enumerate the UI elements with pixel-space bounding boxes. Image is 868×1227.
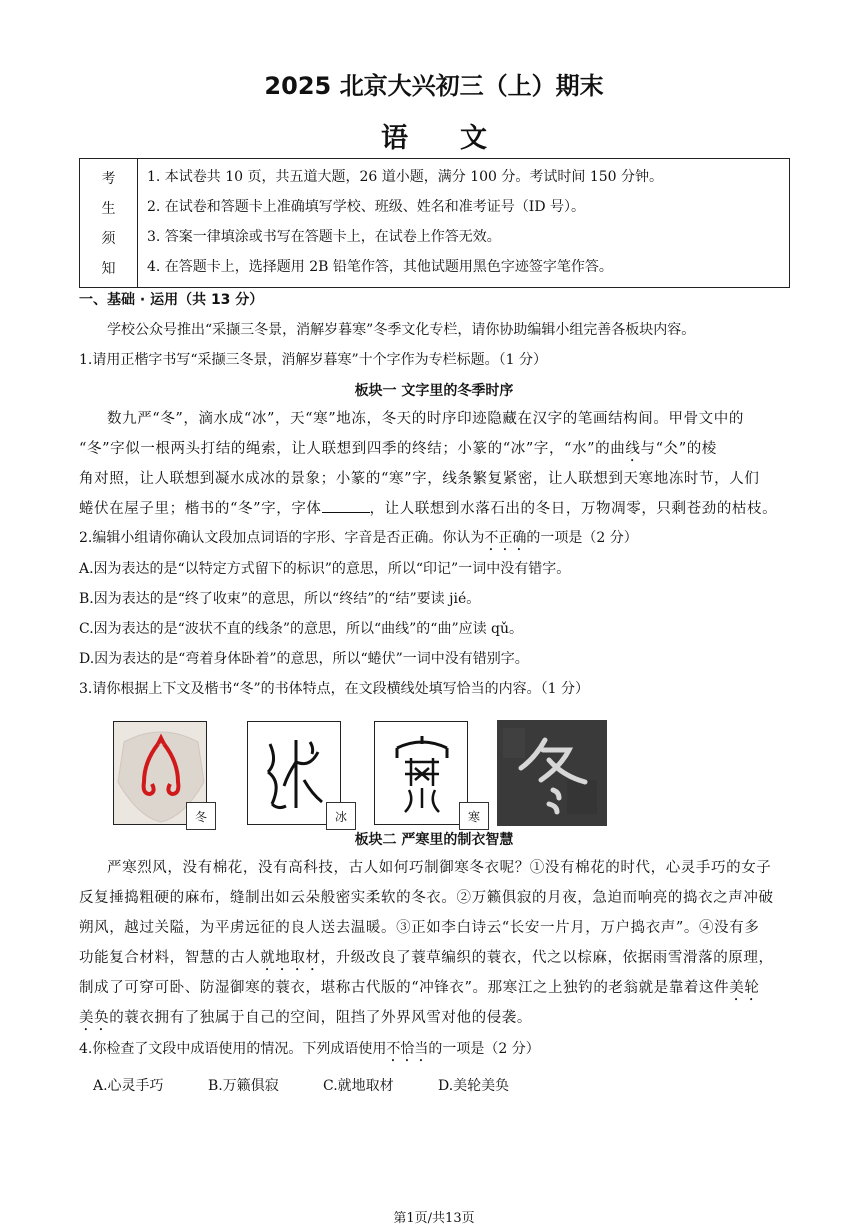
notice-item: 4. 在答题卡上，选择题用 2B 铅笔作答，其他试题用黑色字迹签字笔作答。 xyxy=(147,259,613,275)
seal-han-glyph-icon xyxy=(375,722,468,825)
page-number: 第1页/共13页 xyxy=(393,1211,475,1226)
q4-option-b: B.万籁俱寂 xyxy=(208,1078,279,1094)
block2-line: 严寒烈风，没有棉花，没有高科技，古人如何巧制御寒冬衣呢？①没有棉花的时代，心灵手巧的女子 xyxy=(107,860,772,876)
block2-line: 制成了可穿可卧、防湿御寒的蓑衣，堪称古代版的“冲锋衣”。那寒江之上独钓的老翁就是靠着这件美轮 xyxy=(79,980,760,996)
q4-option-c: C.就地取材 xyxy=(323,1078,394,1094)
dotted-word: 美轮 xyxy=(729,980,760,996)
dotted-word: 美奂 xyxy=(79,1010,110,1026)
kaishu-dong-glyph-icon xyxy=(497,720,607,826)
emphasis-word: 不恰当 xyxy=(386,1041,429,1057)
question-4: 4.你检查了文段中成语使用的情况。下列成语使用不恰当的一项是（2 分） xyxy=(79,1041,540,1057)
block1-line: “冬”字似一根两头打结的绳索，让人联想到四季的终结；小篆的“冰”字，“水”的曲线与“仌”的棱 xyxy=(79,441,717,457)
exam-notice-box xyxy=(79,158,790,288)
subject-title: 语文 xyxy=(381,123,539,154)
image-caption: 寒 xyxy=(459,802,489,830)
block1-line: 蜷伏在屋子里；楷书的“冬”字，字体 ，让人联想到水落石出的冬日，万物凋零，只剩苍劲的枯枝。 xyxy=(79,501,778,517)
block2-line: 朔风，越过关隘，为平虏远征的良人送去温暖。③正如李白诗云“长安一片月，万户捣衣声”。④没有多 xyxy=(79,920,760,936)
notice-item: 2. 在试卷和答题卡上准确填写学校、班级、姓名和准考证号（ID 号）。 xyxy=(147,199,586,215)
image-caption: 冬 xyxy=(186,802,216,830)
notice-label-char: 考 xyxy=(101,171,116,187)
question-3: 3.请你根据上下文及楷书“冬”的书体特点，在文段横线处填写恰当的内容。（1 分） xyxy=(79,681,590,697)
question-2: 2.编辑小组请你确认文段加点词语的字形、字音是否正确。你认为不正确的一项是（2 分） xyxy=(79,530,638,546)
image-caption: 冰 xyxy=(326,802,356,830)
block1-title: 板块一 文字里的冬季时序 xyxy=(354,383,514,399)
section-heading: 一、基础 · 运用（共 13 分） xyxy=(79,292,264,308)
notice-items xyxy=(138,159,789,287)
block1-line: 角对照，让人联想到凝水成冰的景象；小篆的“寒”字，线条繁复紧密，让人联想到天寒地冻时节，人们 xyxy=(79,471,760,487)
q2-option-c: C.因为表达的是“波状不直的线条”的意思，所以“曲线”的“曲”应读 qǔ。 xyxy=(79,621,524,637)
exam-title: 2025 北京大兴初三（上）期末 xyxy=(264,72,604,100)
notice-label xyxy=(80,159,138,287)
notice-item: 3. 答案一律填涂或书写在答题卡上，在试卷上作答无效。 xyxy=(147,229,501,245)
dotted-word: 就地取材 xyxy=(260,950,321,966)
block2-line: 反复捶捣粗硬的麻布，缝制出如云朵般密实柔软的冬衣。②万籁俱寂的月夜，急迫而响亮的捣衣之声冲破 xyxy=(79,890,774,906)
notice-label-char: 生 xyxy=(101,201,116,217)
emphasis-word: 不正确 xyxy=(484,530,527,546)
fill-blank xyxy=(322,500,370,513)
block2-line: 功能复合材料，智慧的古人就地取材，升级改良了蓑草编织的蓑衣，代之以棕麻，依据雨雪滑落的原理， xyxy=(79,950,774,966)
block2-title: 板块二 严寒里的制衣智慧 xyxy=(354,832,514,848)
question-1: 1.请用正楷字书写“采撷三冬景，消解岁暮寒”十个字作为专栏标题。（1 分） xyxy=(79,352,548,368)
q4-option-d: D.美轮美奂 xyxy=(438,1078,510,1094)
q2-option-d: D.因为表达的是“弯着身体卧着”的意思，所以“蜷伏”一词中没有错别字。 xyxy=(79,651,529,667)
notice-item: 1. 本试卷共 10 页，共五道大题，26 道小题，满分 100 分。考试时间 150 分钟。 xyxy=(147,169,664,185)
notice-label-char: 须 xyxy=(101,231,116,247)
seal-han-image xyxy=(374,721,468,825)
q4-option-a: A.心灵手巧 xyxy=(93,1078,164,1094)
q2-option-b: B.因为表达的是“终了收束”的意思，所以“终结”的“结”要读 jié。 xyxy=(79,591,481,607)
q2-option-a: A.因为表达的是“以特定方式留下的标识”的意思，所以“印记”一词中没有错字。 xyxy=(79,561,571,577)
dotted-word: 线 xyxy=(625,441,641,457)
notice-label-char: 知 xyxy=(101,261,116,277)
block2-line: 美奂的蓑衣拥有了独属于自己的空间，阻挡了外界风雪对他的侵袭。 xyxy=(79,1010,533,1026)
block1-line: 数九严“冬”，滴水成“冰”，天“寒”地冻，冬天的时序印迹隐藏在汉字的笔画结构间。甲骨文中的 xyxy=(107,411,744,427)
section-intro: 学校公众号推出“采撷三冬景，消解岁暮寒”冬季文化专栏，请你协助编辑小组完善各板块内容。 xyxy=(107,322,696,338)
kaishu-dong-rubbing-image xyxy=(497,720,607,826)
